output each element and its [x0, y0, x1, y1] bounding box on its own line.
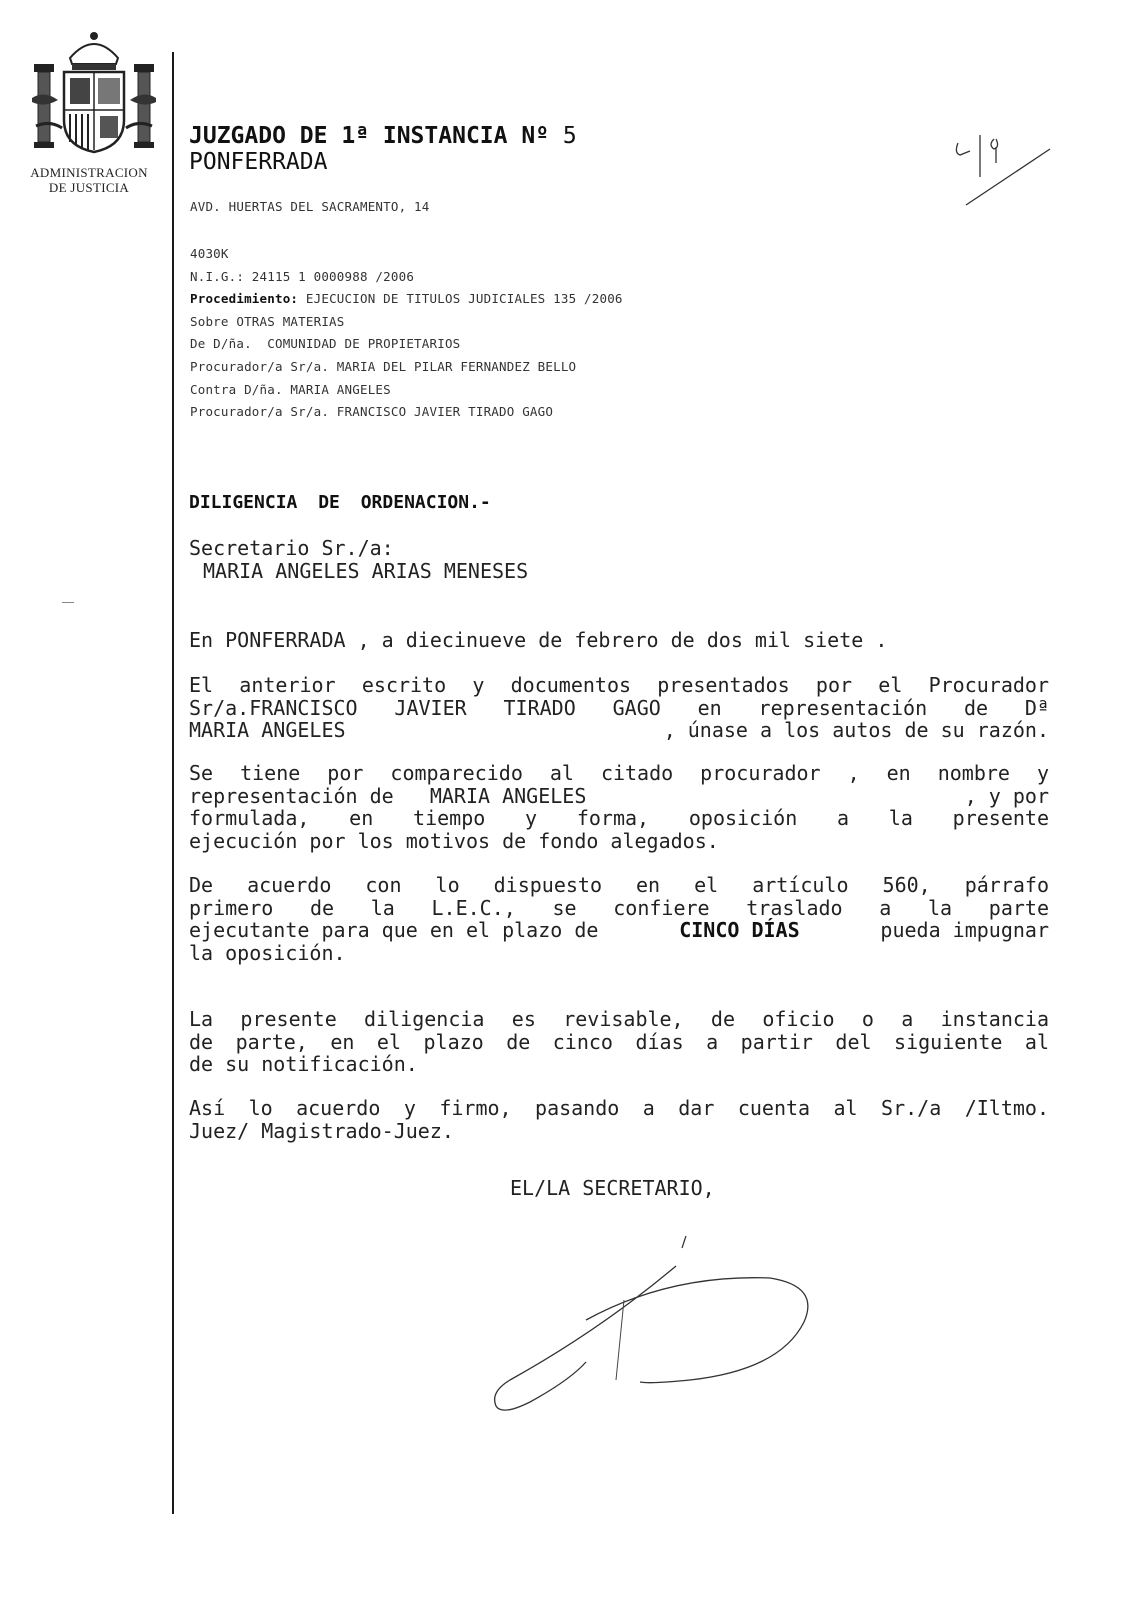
margin-rule	[172, 52, 174, 1514]
paragraph-2	[189, 762, 1049, 852]
p5-line-2: Juez/ Magistrado-Juez.	[189, 1118, 454, 1143]
secretary-label: Secretario Sr./a:	[189, 536, 394, 560]
date-line: En PONFERRADA , a diecinueve de febrero de dos mil siete .	[189, 628, 888, 652]
p3-line-3	[189, 919, 1049, 942]
case-info-block	[190, 243, 623, 424]
p1-line-3b: , únase a los autos de su razón.	[663, 718, 1049, 743]
plaintiff-attorney: Procurador/a Sr/a. MARIA DEL PILAR FERNANDEZ BELLO	[190, 358, 577, 374]
document-title: DILIGENCIA DE ORDENACION.-	[189, 492, 491, 513]
court-name: JUZGADO DE 1ª INSTANCIA Nº	[189, 123, 550, 149]
p5-line-1: Así lo acuerdo y firmo, pasando a dar cuenta al Sr./a /Iltmo.	[189, 1096, 1049, 1120]
secretary-name: MARIA ANGELES ARIAS MENESES	[203, 558, 529, 583]
case-code: 4030K	[190, 246, 229, 261]
court-heading	[189, 123, 577, 175]
admin-line-1: ADMINISTRACION	[30, 165, 148, 180]
handwritten-signature	[490, 1230, 830, 1420]
defendant-attorney: Procurador/a Sr/a. FRANCISCO JAVIER TIRADO GAGO	[190, 404, 554, 420]
court-city: PONFERRADA	[189, 149, 328, 175]
signature-title: EL/LA SECRETARIO,	[510, 1176, 715, 1200]
paragraph-5	[189, 1097, 1049, 1142]
court-number: 5	[562, 123, 577, 149]
p1-line-3	[189, 719, 1049, 742]
p1-line-2: Sr/a.FRANCISCO JAVIER TIRADO GAGO en representación de Dª	[189, 695, 1049, 720]
court-name-line	[189, 123, 577, 149]
coat-of-arms-icon	[30, 28, 158, 164]
p2-line-2b: , y por	[964, 783, 1049, 808]
p2-line-2	[189, 785, 1049, 808]
margin-mark	[62, 602, 74, 603]
case-plaintiff: De D/ña. COMUNIDAD DE PROPIETARIOS	[190, 336, 461, 352]
admin-line-2: DE JUSTICIA	[48, 180, 130, 195]
p1-line-1: El anterior escrito y documentos presentados por el Procurador	[189, 673, 1049, 697]
p3-line-3c: pueda impugnar	[880, 918, 1049, 943]
p2-line-1: Se tiene por comparecido al citado procurador , en nombre y	[189, 761, 1049, 785]
p4-line-1: La presente diligencia es revisable, de oficio o a instancia	[189, 1007, 1049, 1031]
case-subject: Sobre OTRAS MATERIAS	[190, 313, 345, 329]
p3-line-3a: ejecutante para que en el plazo de	[189, 918, 599, 943]
case-defendant: Contra D/ña. MARIA ANGELES	[190, 381, 391, 397]
p1-line-3a: MARIA ANGELES	[189, 718, 346, 743]
p3-line-2: primero de la L.E.C., se confiere traslado a la parte	[189, 895, 1049, 920]
secretary-block	[189, 537, 1049, 582]
p4-line-2: de parte, en el plazo de cinco días a partir del siguiente al	[189, 1029, 1049, 1054]
procedure-line	[190, 288, 623, 311]
p2-line-2a: representación de MARIA ANGELES	[189, 783, 587, 808]
paragraph-4	[189, 1008, 1049, 1076]
p2-line-3: formulada, en tiempo y forma, oposición a la presente	[189, 806, 1049, 831]
court-address: AVD. HUERTAS DEL SACRAMENTO, 14	[190, 199, 430, 214]
p3-line-4: la oposición.	[189, 940, 346, 965]
p4-line-3: de su notificación.	[189, 1052, 418, 1077]
p3-deadline: CINCO DÍAS	[679, 918, 800, 943]
p3-line-1: De acuerdo con lo dispuesto en el artículo 560, párrafo	[189, 873, 1049, 897]
handwritten-folio-mark	[946, 125, 1061, 215]
paragraph-3	[189, 874, 1049, 964]
administration-label	[14, 165, 164, 195]
paragraph-1	[189, 674, 1049, 742]
procedure-value: EJECUCION DE TITULOS JUDICIALES 135 /2006	[305, 291, 623, 307]
p2-line-4: ejecución por los motivos de fondo alegados.	[189, 828, 719, 853]
case-nig: N.I.G.: 24115 1 0000988 /2006	[190, 268, 415, 284]
procedure-label: Procedimiento:	[190, 291, 299, 307]
